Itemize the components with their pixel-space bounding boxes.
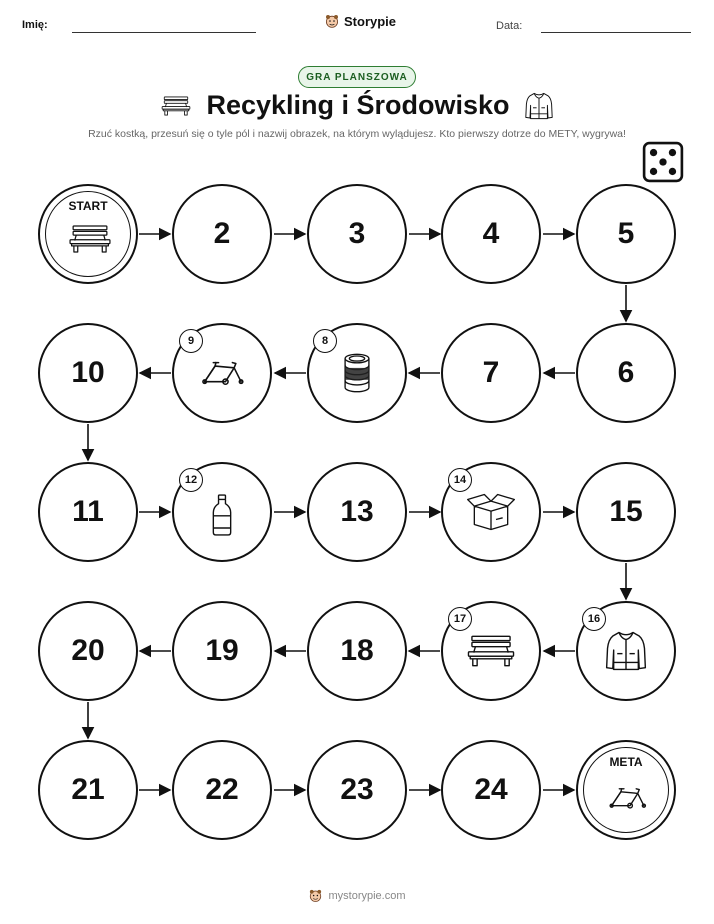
board-cell-21[interactable] <box>38 740 138 840</box>
board-cell-10[interactable] <box>38 323 138 423</box>
finish-cell[interactable] <box>576 740 676 840</box>
board-cell-13[interactable] <box>307 462 407 562</box>
cell-number-badge: 12 <box>179 468 203 492</box>
board-cell-4[interactable] <box>441 184 541 284</box>
cell-number-badge: 14 <box>448 468 472 492</box>
finish-label: META <box>609 755 643 769</box>
title-text: Recykling i Środowisko <box>206 90 510 120</box>
cell-number: 24 <box>474 773 508 806</box>
cell-number: 20 <box>71 634 105 667</box>
bicycle-frame-icon <box>604 782 650 814</box>
board-cell-24[interactable] <box>441 740 541 840</box>
cell-number: 22 <box>205 773 239 806</box>
board-cell-20[interactable] <box>38 601 138 701</box>
cell-number: 13 <box>340 495 374 528</box>
cell-number: 6 <box>617 356 635 389</box>
cell-number: 21 <box>71 773 105 806</box>
bench-icon <box>67 223 113 255</box>
name-label: Imię: <box>22 19 48 31</box>
footer <box>0 888 714 903</box>
board-cell-22[interactable] <box>172 740 272 840</box>
board-cell-3[interactable] <box>307 184 407 284</box>
board-cell-11[interactable] <box>38 462 138 562</box>
cell-number: 11 <box>72 495 104 528</box>
bottle-icon <box>209 492 235 538</box>
board-cell-5[interactable] <box>576 184 676 284</box>
start-cell[interactable] <box>38 184 138 284</box>
game-type-badge: GRA PLANSZOWA <box>298 66 416 88</box>
footer-site[interactable]: mystorypie.com <box>328 889 406 902</box>
cell-number: 2 <box>213 217 231 250</box>
cell-number: 10 <box>71 356 105 389</box>
cell-number: 4 <box>482 217 500 250</box>
cell-number: 19 <box>205 634 239 667</box>
start-label: START <box>68 199 108 213</box>
board-cell-15[interactable] <box>576 462 676 562</box>
mascot-icon <box>308 888 323 903</box>
cell-number-badge: 16 <box>582 607 606 631</box>
board-cell-7[interactable] <box>441 323 541 423</box>
board-cell-23[interactable] <box>307 740 407 840</box>
board-cell-2[interactable] <box>172 184 272 284</box>
cell-number: 23 <box>340 773 374 806</box>
date-label: Data: <box>496 20 523 32</box>
instructions: Rzuć kostką, przesuń się o tyle pól i nazwij obrazek, na którym wylądujesz. Kto pierwszy dotrze do METY, wygrywa! <box>88 128 626 140</box>
cell-number: 5 <box>617 217 635 250</box>
cell-number: 7 <box>482 356 500 389</box>
brand-name: Storypie <box>344 13 397 29</box>
board-cell-18[interactable] <box>307 601 407 701</box>
cell-number-badge: 9 <box>179 329 203 353</box>
cell-number-badge: 8 <box>313 329 337 353</box>
cell-number: 15 <box>609 495 643 528</box>
cell-number: 18 <box>340 634 374 667</box>
cardboard-box-icon <box>466 491 516 533</box>
bench-icon <box>465 633 517 669</box>
board-cell-6[interactable] <box>576 323 676 423</box>
jacket-icon <box>604 629 648 673</box>
board-cell-19[interactable] <box>172 601 272 701</box>
cell-number-badge: 17 <box>448 607 472 631</box>
bicycle-frame-icon <box>196 355 248 391</box>
cell-number: 3 <box>348 217 366 250</box>
tin-can-icon <box>340 351 374 395</box>
